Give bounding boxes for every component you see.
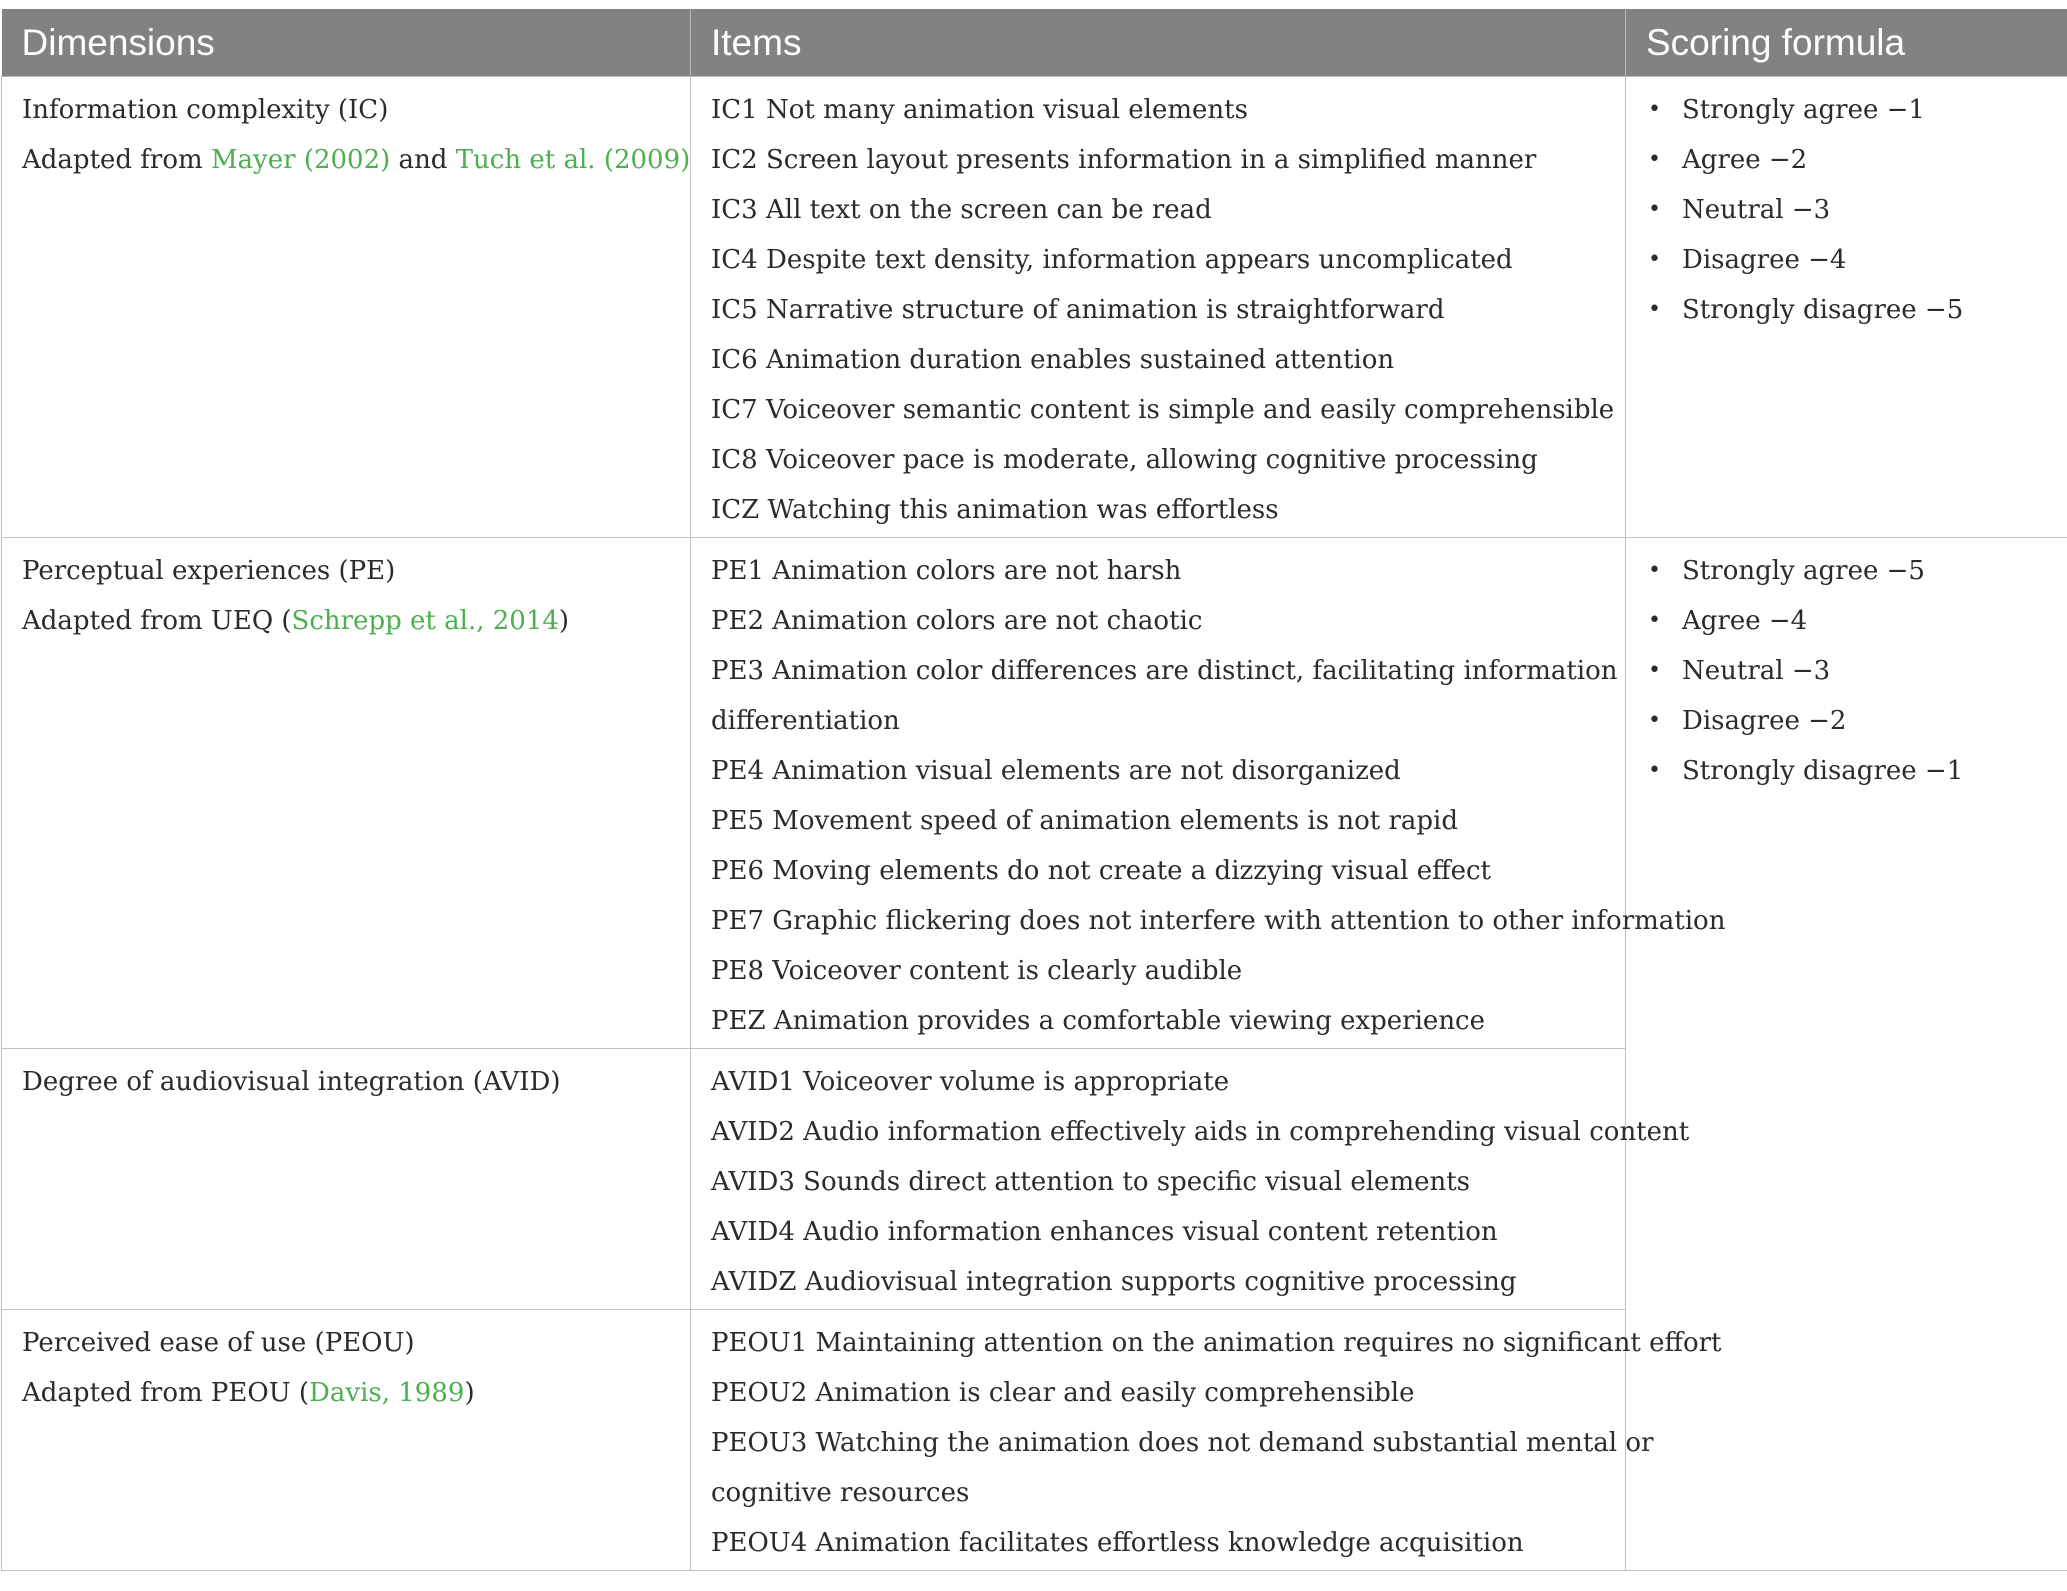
scoring-item <box>1638 135 2055 185</box>
item-line: PE2 Animation colors are not chaotic <box>711 606 1203 636</box>
scoring-item <box>1638 596 2055 646</box>
table-row-pe <box>2 538 2067 1049</box>
table-row-ic <box>2 77 2067 538</box>
item-line: IC6 Animation duration enables sustained attention <box>711 345 1395 375</box>
item-line: IC2 Screen layout presents information in a simplified manner <box>711 145 1537 175</box>
citation-link[interactable]: Schrepp et al., 2014 <box>291 606 559 636</box>
dimension-title: Degree of audiovisual integration (AVID) <box>22 1067 561 1097</box>
item-line: PE6 Moving elements do not create a dizzying visual effect <box>711 856 1491 886</box>
scoring-text: Strongly disagree −5 <box>1682 295 1964 325</box>
dimension-cell-avid <box>2 1049 691 1310</box>
item-line: cognitive resources <box>711 1478 970 1508</box>
item-line: IC7 Voiceover semantic content is simple and easily comprehensible <box>711 395 1615 425</box>
bullet-icon: • <box>1648 608 1661 633</box>
header-scoring-formula: Scoring formula <box>1626 9 2067 77</box>
scoring-text: Agree −2 <box>1682 145 1808 175</box>
dimension-title: Perceived ease of use (PEOU) <box>22 1328 415 1358</box>
items-cell-ic <box>691 77 1626 538</box>
source-prefix: Adapted from PEOU ( <box>22 1378 310 1408</box>
item-line: AVID3 Sounds direct attention to specific visual elements <box>711 1167 1471 1197</box>
source-prefix: Adapted from UEQ ( <box>22 606 292 636</box>
item-line: IC4 Despite text density, information appears uncomplicated <box>711 245 1513 275</box>
citation-link[interactable]: Tuch et al. (2009) <box>455 145 691 175</box>
dimension-cell-peou <box>2 1310 691 1571</box>
item-line: PEZ Animation provides a comfortable viewing experience <box>711 1006 1486 1036</box>
bullet-icon: • <box>1648 97 1661 122</box>
dimension-source <box>22 596 678 646</box>
items-cell-peou <box>691 1310 1722 1571</box>
item-line: differentiation <box>711 706 900 736</box>
scoring-text: Strongly agree −5 <box>1682 556 1925 586</box>
scoring-text: Disagree −4 <box>1682 245 1847 275</box>
item-line: ICZ Watching this animation was effortless <box>711 495 1279 525</box>
item-line: PE7 Graphic flickering does not interfere with attention to other information <box>711 906 1726 936</box>
scoring-item <box>1638 185 2055 235</box>
bullet-icon: • <box>1648 247 1661 272</box>
bullet-icon: • <box>1648 758 1661 783</box>
scoring-text: Agree −4 <box>1682 606 1808 636</box>
item-line: PE3 Animation color differences are distinct, facilitating information <box>711 656 1618 686</box>
item-line: PEOU3 Watching the animation does not demand substantial mental or <box>711 1428 1654 1458</box>
item-line: PEOU2 Animation is clear and easily comprehensible <box>711 1378 1415 1408</box>
item-line: PEOU4 Animation facilitates effortless knowledge acquisition <box>711 1528 1524 1558</box>
source-conjunction: and <box>390 145 456 175</box>
item-line: AVID4 Audio information enhances visual content retention <box>711 1217 1498 1247</box>
header-items: Items <box>691 9 1626 77</box>
bullet-icon: • <box>1648 558 1661 583</box>
scale-table <box>1 9 2067 1571</box>
item-line: IC5 Narrative structure of animation is straightforward <box>711 295 1445 325</box>
dimension-cell-ic <box>2 77 691 538</box>
item-line: IC1 Not many animation visual elements <box>711 95 1248 125</box>
scoring-item <box>1638 85 2055 135</box>
dimension-source <box>22 1368 678 1418</box>
scoring-text: Strongly agree −1 <box>1682 95 1925 125</box>
scoring-cell-pe <box>1626 538 2067 1571</box>
scoring-text: Strongly disagree −1 <box>1682 756 1964 786</box>
dimension-source <box>22 135 691 185</box>
scoring-item <box>1638 696 2055 746</box>
citation-link[interactable]: Mayer (2002) <box>210 145 391 175</box>
scoring-item <box>1638 285 2055 335</box>
bullet-icon: • <box>1648 708 1661 733</box>
item-line: PEOU1 Maintaining attention on the animation requires no significant effort <box>711 1328 1722 1358</box>
source-suffix: ) <box>464 1378 475 1408</box>
bullet-icon: • <box>1648 297 1661 322</box>
dimension-title: Information complexity (IC) <box>22 95 389 125</box>
bullet-icon: • <box>1648 147 1661 172</box>
dimension-title: Perceptual experiences (PE) <box>22 556 396 586</box>
item-line: AVID1 Voiceover volume is appropriate <box>711 1067 1230 1097</box>
items-cell-avid <box>691 1049 1690 1310</box>
item-line: IC3 All text on the screen can be read <box>711 195 1212 225</box>
bullet-icon: • <box>1648 197 1661 222</box>
item-line: PE4 Animation visual elements are not disorganized <box>711 756 1401 786</box>
source-prefix: Adapted from <box>22 145 211 175</box>
scoring-item <box>1638 235 2055 285</box>
scoring-item <box>1638 646 2055 696</box>
table-header <box>2 9 2067 77</box>
item-line: IC8 Voiceover pace is moderate, allowing cognitive processing <box>711 445 1538 475</box>
scoring-text: Disagree −2 <box>1682 706 1847 736</box>
items-cell-pe <box>691 538 1726 1049</box>
bullet-icon: • <box>1648 658 1661 683</box>
item-line: PE5 Movement speed of animation elements is not rapid <box>711 806 1458 836</box>
item-line: PE1 Animation colors are not harsh <box>711 556 1182 586</box>
scoring-item <box>1638 746 2055 796</box>
citation-link[interactable]: Davis, 1989 <box>309 1378 465 1408</box>
item-line: PE8 Voiceover content is clearly audible <box>711 956 1243 986</box>
dimension-cell-pe <box>2 538 691 1049</box>
item-line: AVIDZ Audiovisual integration supports cognitive processing <box>711 1267 1517 1297</box>
scoring-text: Neutral −3 <box>1682 195 1831 225</box>
scoring-list <box>1638 546 2055 796</box>
scoring-list <box>1638 85 2055 335</box>
scoring-item <box>1638 546 2055 596</box>
source-suffix: ) <box>558 606 570 636</box>
scoring-cell-ic <box>1626 77 2067 538</box>
item-line: AVID2 Audio information effectively aids in comprehending visual content <box>711 1117 1690 1147</box>
header-dimensions: Dimensions <box>2 9 691 77</box>
scoring-text: Neutral −3 <box>1682 656 1831 686</box>
